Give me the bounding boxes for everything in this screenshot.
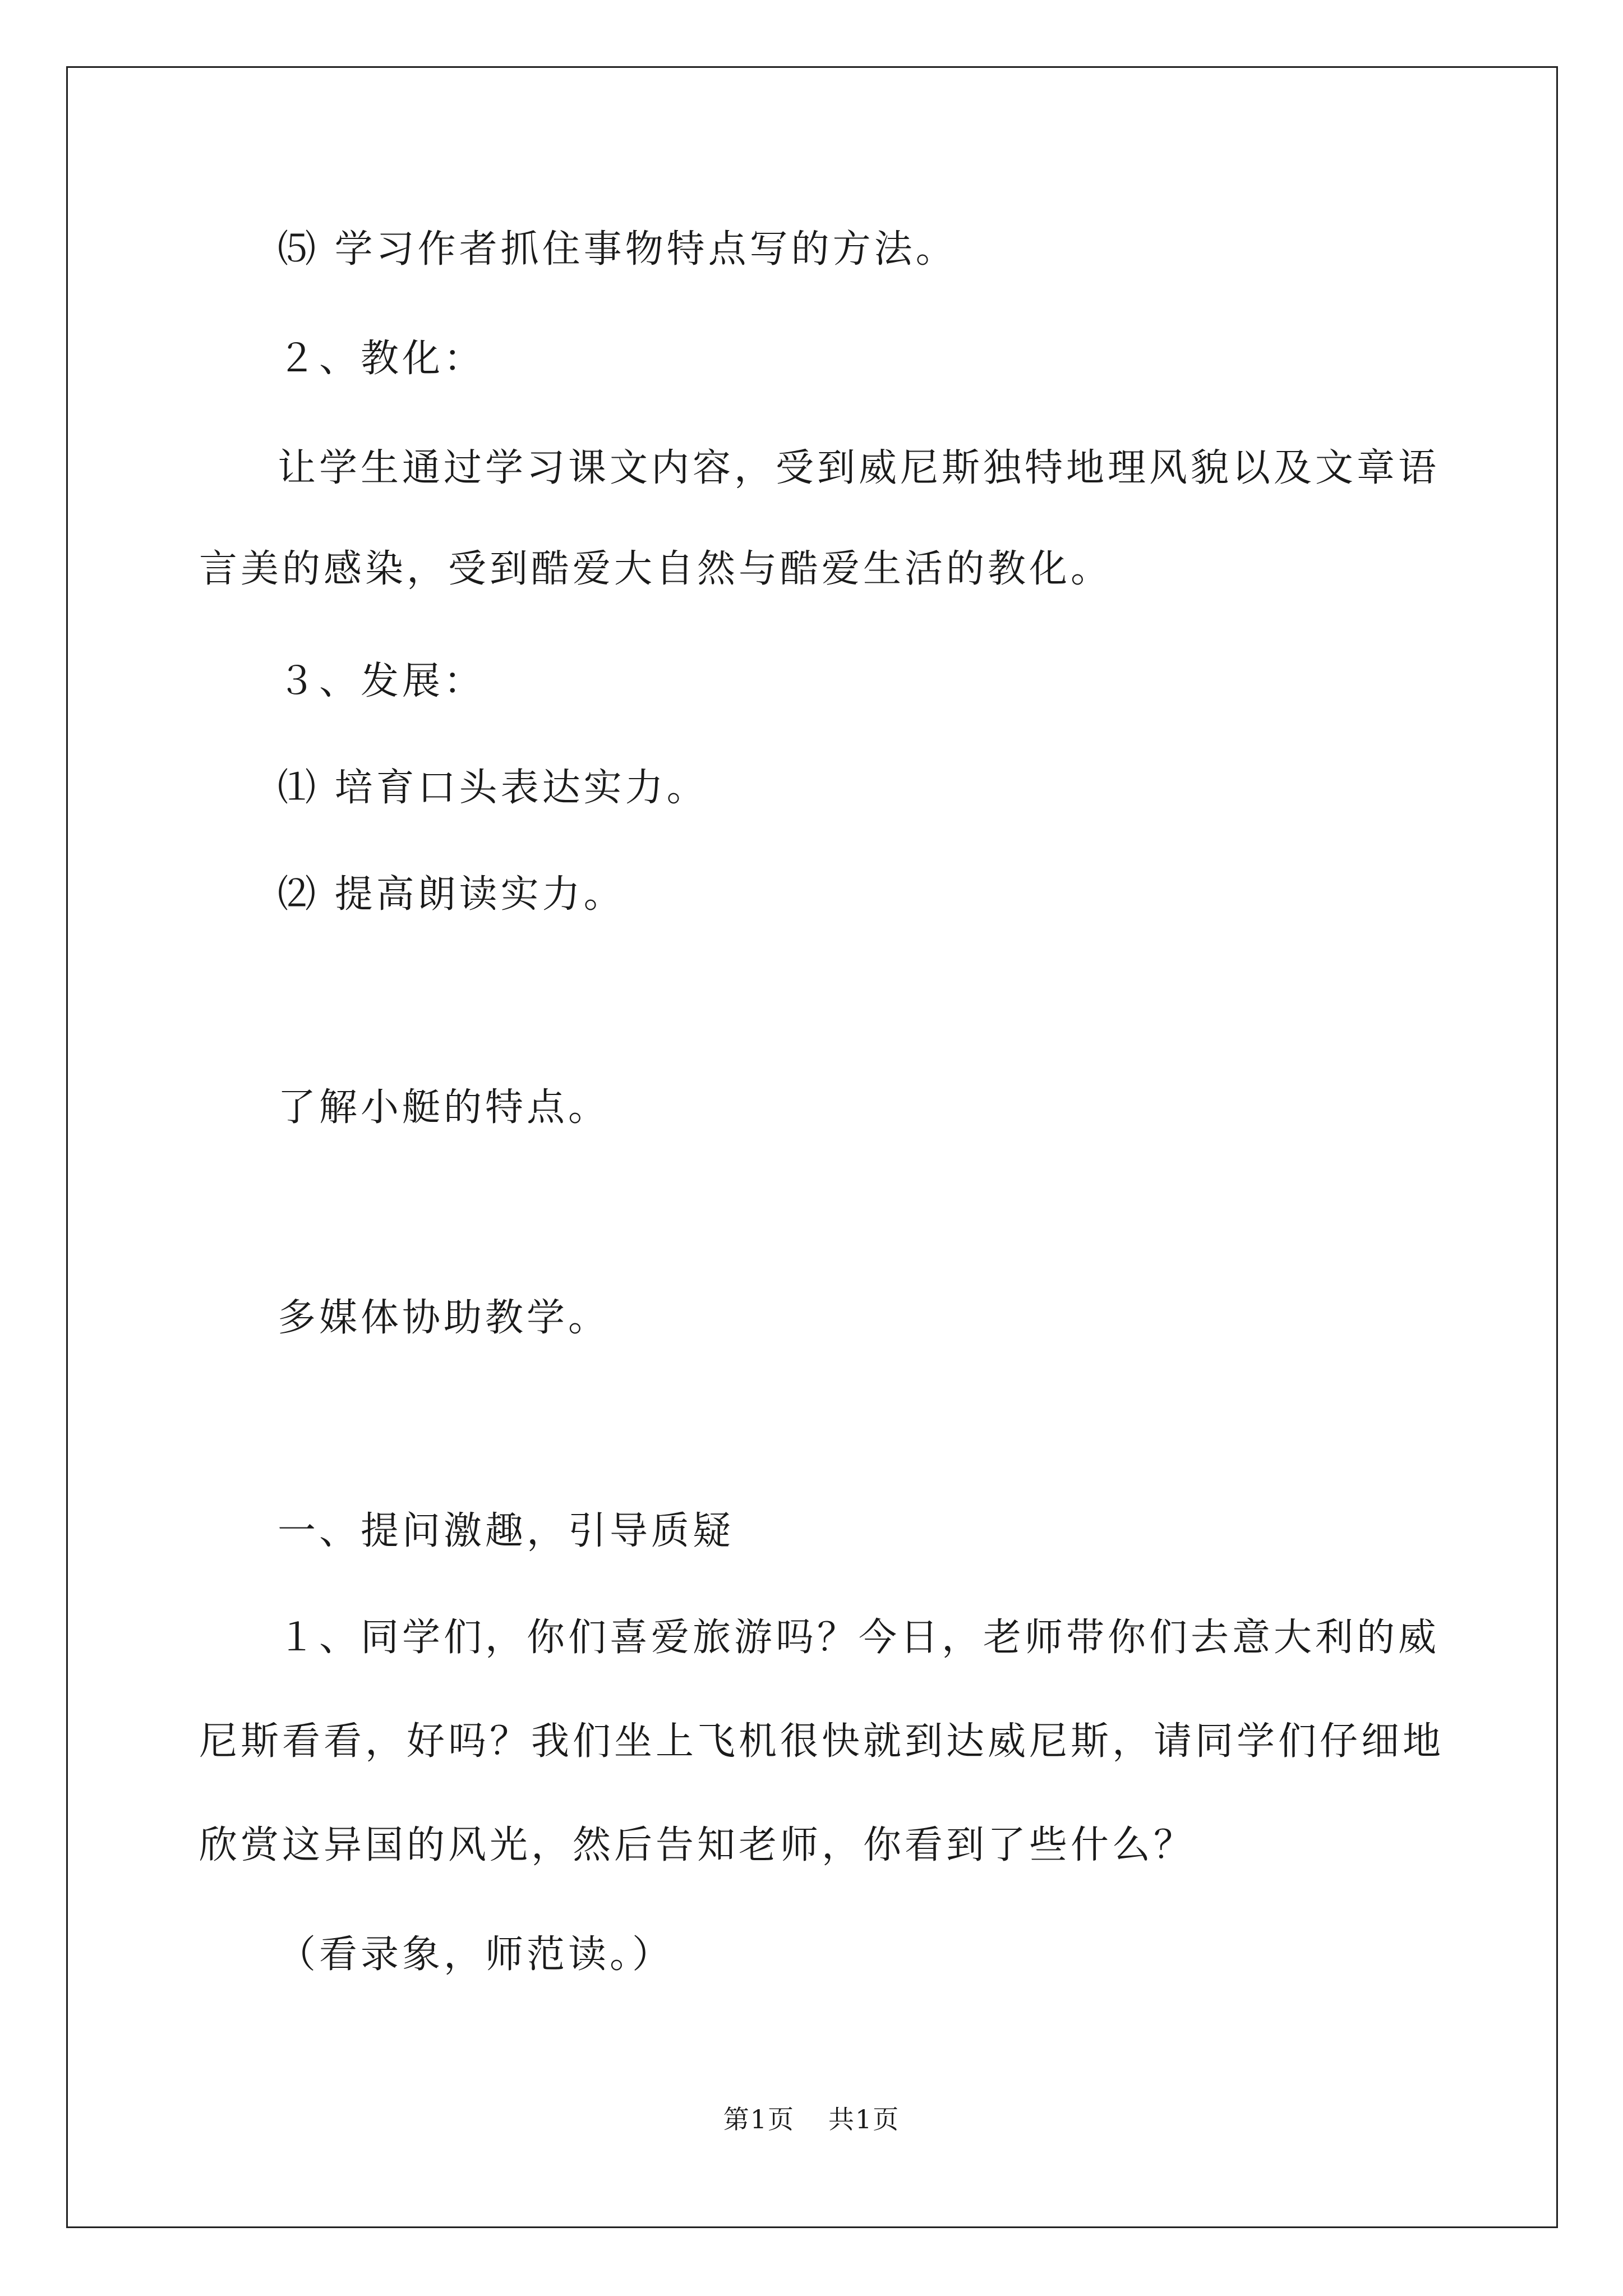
text-line: 一、提问激趣，引导质疑 [278, 1509, 735, 1553]
text-line: 言美的感染，受到酷爱大自然与酷爱生活的教化。 [199, 547, 1113, 591]
page-frame [66, 66, 1558, 2228]
page-number: 第1页 [723, 2104, 795, 2134]
page-total: 共1页 [828, 2104, 900, 2134]
text-line: ⑵ 提高朗读实力。 [278, 872, 625, 917]
page-footer [0, 2104, 1623, 2135]
text-line: 让学生通过学习课文内容，受到威尼斯独特地理风貌以及文章语 [278, 446, 1440, 490]
text-line: 了解小艇的特点。 [278, 1085, 610, 1130]
text-line: 尼斯看看，好吗？我们坐上飞机很快就到达威尼斯，请同学们仔细地 [199, 1719, 1445, 1764]
text-line: ⑸ 学习作者抓住事物特点写的方法。 [278, 227, 957, 272]
text-line: 多媒体协助教学。 [278, 1296, 610, 1340]
text-line: １、同学们，你们喜爱旅游吗？今日，老师带你们去意大利的威 [278, 1616, 1440, 1660]
text-line: ⑴ 培育口头表达实力。 [278, 766, 708, 810]
text-line: ２、教化： [278, 337, 486, 381]
text-line: 欣赏这异国的风光，然后告知老师，你看到了些什么？ [199, 1823, 1196, 1867]
text-line: （看录象，师范读。） [278, 1932, 674, 1977]
text-line: ３、发展： [278, 659, 486, 703]
